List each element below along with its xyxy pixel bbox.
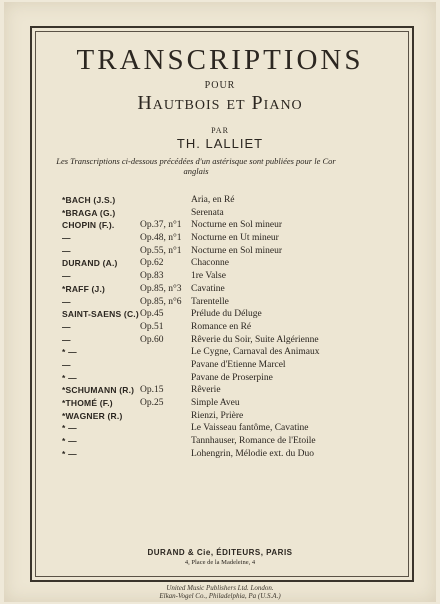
composer-name: — [62, 233, 71, 244]
list-item [62, 284, 372, 297]
list-item [62, 398, 372, 411]
composer-name: DURAND (A.) [62, 258, 118, 269]
work-title: Chaconne [191, 258, 229, 269]
list-item [62, 423, 372, 436]
opus-number: Op.15 [140, 385, 164, 396]
sheet-music-cover [4, 2, 436, 602]
list-item [62, 373, 372, 386]
list-item [62, 360, 372, 373]
author-name: TH. LALLIET [176, 136, 264, 151]
work-title: Le Vaisseau fantôme, Cavatine [191, 423, 309, 434]
list-item [62, 449, 372, 462]
list-item [62, 309, 372, 322]
composer-name: — [62, 271, 71, 282]
composer-name: — [62, 245, 71, 256]
work-title: Le Cygne, Carnaval des Animaux [191, 347, 320, 358]
composer-name: — [62, 359, 71, 370]
opus-number: Op.25 [140, 398, 164, 408]
agent-line-2: Elkan-Vogel Co., Philadelphia, Pa (U.S.A.) [159, 592, 281, 600]
list-item [62, 322, 372, 335]
work-title: Romance en Ré [191, 321, 252, 332]
work-title: Prélude du Déluge [191, 309, 262, 320]
work-title: 1re Valse [191, 271, 226, 282]
work-title: Simple Aveu [191, 398, 240, 408]
composer-name: SAINT-SAENS (C.) [62, 309, 139, 320]
work-title: Aria, en Ré [191, 195, 235, 205]
composer-name: * — [62, 423, 77, 434]
list-item [62, 335, 372, 348]
list-item [62, 347, 372, 360]
instrument-subtitle: Hautbois et Piano [137, 92, 303, 114]
list-item [62, 208, 372, 221]
composer-name: * — [62, 436, 77, 447]
opus-number: Op.48, n°1 [140, 233, 182, 244]
works-list [62, 195, 372, 461]
composer-name: — [62, 321, 71, 332]
work-title: Tarentelle [191, 296, 229, 307]
opus-number: Op.85, n°3 [140, 283, 182, 294]
composer-name: * — [62, 347, 77, 358]
list-item [62, 385, 372, 398]
work-title: Cavatine [191, 283, 225, 294]
work-title: Nocturne en Sol mineur [191, 245, 283, 256]
opus-number: Op.83 [140, 271, 164, 282]
list-item [62, 258, 372, 271]
work-title: Pavane d'Etienne Marcel [191, 359, 286, 370]
page-title: TRANSCRIPTIONS [76, 44, 364, 76]
composer-name: * — [62, 372, 77, 383]
composer-name: *BACH (J.S.) [62, 195, 116, 205]
composer-name: *WAGNER (R.) [62, 410, 123, 421]
par-label: PAR [211, 126, 229, 135]
composer-name: — [62, 296, 71, 307]
list-item [62, 271, 372, 284]
work-title: Nocturne en Sol mineur [191, 220, 283, 231]
pour-label: POUR [204, 80, 236, 91]
opus-number: Op.60 [140, 334, 164, 345]
work-title: Pavane de Proserpine [191, 372, 273, 383]
composer-name: *BRAGA (G.) [62, 207, 116, 218]
work-title: Serenata [191, 207, 224, 218]
opus-number: Op.45 [140, 309, 164, 320]
composer-name: *THOMÉ (F.) [62, 398, 113, 408]
publisher-name: DURAND & Cie, ÉDITEURS, PARIS [147, 548, 293, 557]
list-item [62, 233, 372, 246]
opus-number: Op.85, n°6 [140, 296, 182, 307]
opus-number: Op.55, n°1 [140, 245, 182, 256]
work-title: Rêverie du Soir, Suite Algérienne [191, 334, 319, 345]
list-item [62, 195, 372, 208]
composer-name: — [62, 334, 71, 345]
composer-name: *SCHUMANN (R.) [62, 385, 135, 396]
asterisk-note: Les Transcriptions ci-dessous précédées d'un astérisque sont publiées pour le Cor anglais [56, 156, 336, 176]
list-item [62, 246, 372, 259]
list-item [62, 220, 372, 233]
work-title: Nocturne en Ut mineur [191, 233, 279, 244]
work-title: Rêverie [191, 385, 221, 396]
composer-name: *RAFF (J.) [62, 283, 106, 294]
publisher-address: 4, Place de la Madeleine, 4 [184, 559, 256, 566]
list-item [62, 436, 372, 449]
opus-number: Op.51 [140, 321, 164, 332]
composer-name: CHOPIN (F.). [62, 220, 115, 231]
composer-name: * — [62, 448, 77, 459]
list-item [62, 411, 372, 424]
agent-line-1: United Music Publishers Ltd. London. [166, 584, 274, 592]
opus-number: Op.37, n°1 [140, 220, 182, 231]
work-title: Lohengrin, Mélodie ext. du Duo [191, 448, 314, 459]
work-title: Rienzi, Prière [191, 410, 244, 421]
opus-number: Op.62 [140, 258, 164, 269]
list-item [62, 297, 372, 310]
work-title: Tannhauser, Romance de l'Etoile [191, 436, 316, 447]
